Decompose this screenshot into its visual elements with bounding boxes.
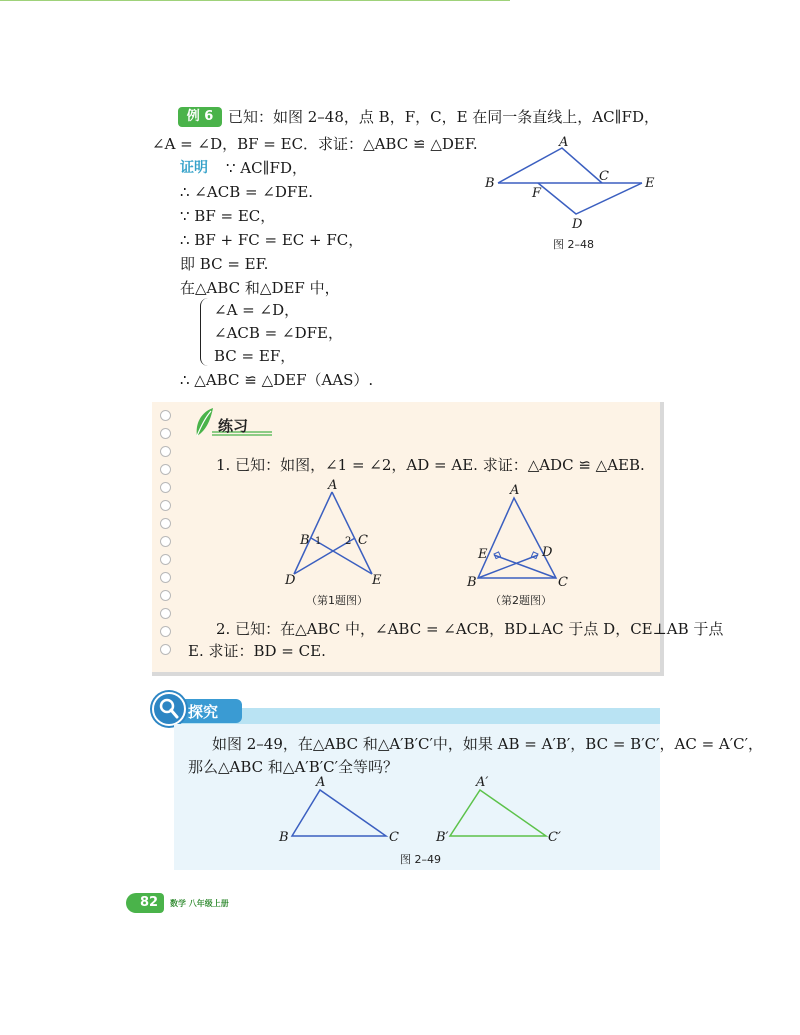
ring xyxy=(160,410,171,421)
q1-angle-1: 1 xyxy=(315,536,322,547)
triangle-abc-edges xyxy=(498,148,602,183)
figure-q2-caption: （第2题图） xyxy=(490,594,552,607)
label-f: F xyxy=(532,186,542,201)
figure-q2 xyxy=(464,482,574,590)
system-brace xyxy=(200,298,211,366)
q1-angle-2: 2 xyxy=(345,536,352,547)
proof-label: 证明 xyxy=(180,160,208,176)
top-rule xyxy=(0,0,510,1)
system-line-1: ∠A = ∠D， xyxy=(214,301,300,319)
q1-label-e: E xyxy=(372,573,382,588)
ring xyxy=(160,590,171,601)
proof-step-1: ∵ AC∥FD， xyxy=(226,159,307,177)
practice-q2-line-2: E. 求证：BD = CE. xyxy=(188,642,326,660)
q2-label-c: C xyxy=(558,575,568,590)
ring xyxy=(160,626,171,637)
ring xyxy=(160,428,171,439)
proof-step-6: 在△ABC 和△DEF 中， xyxy=(180,279,340,297)
proof-conclusion: ∴ △ABC ≌ △DEF（AAS）. xyxy=(180,371,374,389)
figure-2-48-caption: 图 2–48 xyxy=(553,238,594,251)
figure-2-48 xyxy=(480,136,660,236)
triangle-abc xyxy=(292,790,386,836)
example-line-1: 已知：如图 2–48，点 B，F，C，E 在同一条直线上，AC∥FD， xyxy=(228,108,659,126)
proof-step-3: ∵ BF = EC， xyxy=(180,207,276,225)
system-line-2: ∠ACB = ∠DFE， xyxy=(214,324,343,342)
q1-label-a: A xyxy=(328,478,338,493)
fig49-label-a-prime: A′ xyxy=(476,775,489,790)
q1-label-d: D xyxy=(285,573,296,588)
figure-q1 xyxy=(282,478,392,588)
explore-line-1: 如图 2–49，在△ABC 和△A′B′C′中，如果 AB = A′B′，BC = B′C′，AC = A′C′， xyxy=(212,735,764,753)
ring xyxy=(160,554,171,565)
q1-label-b: B xyxy=(300,533,310,548)
practice-q1: 1. 已知：如图，∠1 = ∠2，AD = AE. 求证：△ADC ≌ △AEB. xyxy=(216,456,645,474)
ring xyxy=(160,572,171,583)
label-a: A xyxy=(559,136,569,150)
q1-label-c: C xyxy=(358,533,368,548)
notebook-rings xyxy=(160,410,172,670)
example-tag: 例 6 xyxy=(178,107,222,127)
figure-2-49 xyxy=(276,774,576,846)
fig49-label-a: A xyxy=(316,775,326,790)
figure-2-49-caption: 图 2–49 xyxy=(400,853,441,866)
fig49-label-c-prime: C′ xyxy=(548,830,561,845)
fig49-label-b: B xyxy=(279,830,289,845)
fig49-label-c: C xyxy=(389,830,399,845)
ring xyxy=(160,644,171,655)
proof-step-4: ∴ BF + FC = EC + FC， xyxy=(180,231,364,249)
q2-label-d: D xyxy=(542,545,553,560)
explore-title: 探究 xyxy=(188,703,219,721)
ring xyxy=(160,500,171,511)
triangle-a-prime-b-prime-c-prime xyxy=(450,790,546,836)
ring xyxy=(160,608,171,619)
proof-step-2: ∴ ∠ACB = ∠DFE. xyxy=(180,183,314,201)
q2-label-b: B xyxy=(467,575,477,590)
example-line-2: ∠A = ∠D，BF = EC．求证：△ABC ≌ △DEF. xyxy=(152,135,478,153)
practice-title: 练习 xyxy=(218,417,249,435)
explore-icon xyxy=(152,692,186,726)
ring xyxy=(160,446,171,457)
ring xyxy=(160,464,171,475)
label-b: B xyxy=(485,176,495,191)
system-line-3: BC = EF， xyxy=(214,347,296,365)
footer-book-title: 数学 八年级上册 xyxy=(170,899,229,908)
q2-label-e: E xyxy=(478,547,488,562)
ring xyxy=(160,518,171,529)
triangle-def-edges xyxy=(538,183,642,214)
label-e: E xyxy=(645,176,655,191)
label-d: D xyxy=(572,217,583,232)
fig49-label-b-prime: B′ xyxy=(436,830,449,845)
q2-label-a: A xyxy=(510,483,520,498)
figure-q1-caption: （第1题图） xyxy=(306,594,368,607)
ring xyxy=(160,536,171,547)
ring xyxy=(160,482,171,493)
page-number: 82 xyxy=(140,895,159,910)
label-c: C xyxy=(599,169,609,184)
practice-q2-line-1: 2. 已知：在△ABC 中，∠ABC = ∠ACB，BD⊥AC 于点 D，CE⊥AB 于点 xyxy=(216,620,724,638)
explore-line-2: 那么△ABC 和△A′B′C′全等吗？ xyxy=(188,758,399,776)
proof-step-5: 即 BC = EF. xyxy=(180,255,269,273)
